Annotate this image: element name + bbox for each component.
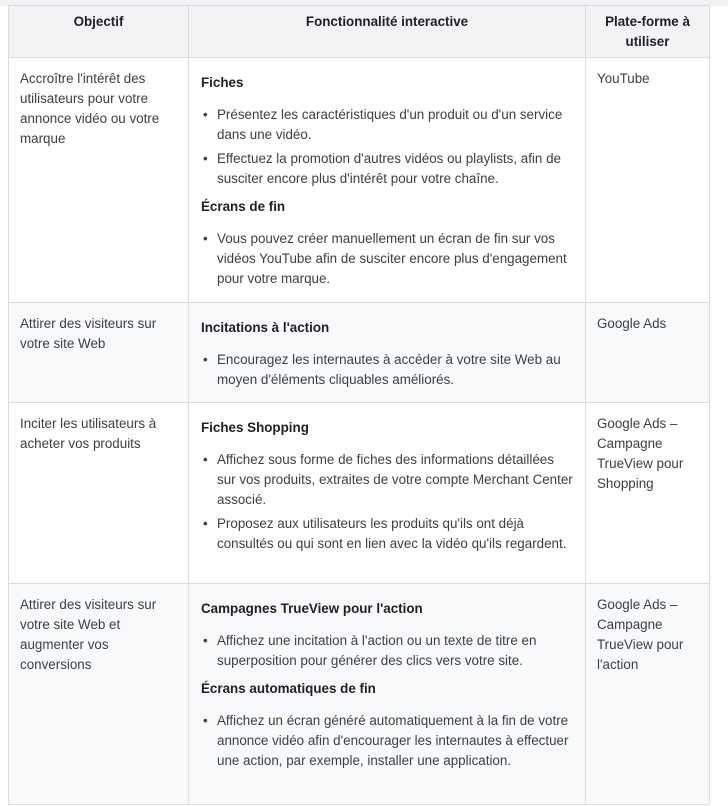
bullet-list <box>201 105 573 189</box>
objective-cell: Attirer des visiteurs sur votre site Web et augmenter vos conversions <box>9 584 189 805</box>
list-item-text: Affichez une incitation à l'action ou un texte de titre en superposition pour générer des clics vers votre site. <box>217 633 537 668</box>
list-item <box>201 149 573 189</box>
section-title: Campagnes TrueView pour l'action <box>201 601 423 616</box>
feature-section <box>201 73 573 189</box>
header-objective: Objectif <box>9 6 189 58</box>
table-row <box>9 584 710 805</box>
list-item-text: Effectuez la promotion d'autres vidéos ou playlists, afin de susciter encore plus d'intérêt pour votre chaîne. <box>217 151 561 186</box>
table-row <box>9 403 710 584</box>
section-title: Écrans de fin <box>201 199 286 214</box>
feature-section <box>201 197 573 289</box>
header-feature: Fonctionnalité interactive <box>189 6 586 58</box>
platform-cell: Google Ads <box>586 303 710 403</box>
section-title: Fiches Shopping <box>201 420 309 435</box>
objective-cell: Inciter les utilisateurs à acheter vos produits <box>9 403 189 584</box>
table-row <box>9 303 710 403</box>
platform-cell: Google Ads – Campagne TrueView pour l'action <box>586 584 710 805</box>
section-title: Écrans automatiques de fin <box>201 681 376 696</box>
features-table <box>8 5 710 805</box>
platform-cell: YouTube <box>586 58 710 303</box>
list-item <box>201 350 573 390</box>
bullet-icon: • <box>203 713 208 728</box>
platform-cell: Google Ads – Campagne TrueView pour Shopping <box>586 403 710 584</box>
bullet-icon: • <box>203 231 208 246</box>
feature-cell <box>189 584 586 805</box>
feature-section <box>201 599 573 671</box>
list-item <box>201 229 573 289</box>
bullet-icon: • <box>203 452 208 467</box>
list-item-text: Proposez aux utilisateurs les produits qu'ils ont déjà consultés ou qui sont en lien avec la vidéo qu'ils regardent. <box>217 516 567 551</box>
list-item <box>201 450 573 510</box>
list-item-text: Vous pouvez créer manuellement un écran de fin sur vos vidéos YouTube afin de susciter encore plus d'engagement pour votre marque. <box>217 231 567 286</box>
bullet-icon: • <box>203 107 208 122</box>
feature-cell <box>189 58 586 303</box>
list-item <box>201 711 573 771</box>
bullet-list <box>201 631 573 671</box>
list-item-text: Encouragez les internautes à accéder à votre site Web au moyen d'éléments cliquables améliorés. <box>217 352 561 387</box>
table-header-row <box>9 6 710 58</box>
feature-section <box>201 318 573 390</box>
bullet-icon: • <box>203 151 208 166</box>
table-row <box>9 58 710 303</box>
bullet-list <box>201 229 573 289</box>
objective-cell: Attirer des visiteurs sur votre site Web <box>9 303 189 403</box>
objective-cell: Accroître l'intérêt des utilisateurs pour votre annonce vidéo ou votre marque <box>9 58 189 303</box>
list-item <box>201 631 573 671</box>
list-item-text: Affichez sous forme de fiches des informations détaillées sur vos produits, extraites de votre compte Merchant Center associé. <box>217 452 573 507</box>
list-item <box>201 105 573 145</box>
feature-section <box>201 418 573 554</box>
bullet-icon: • <box>203 516 208 531</box>
feature-cell <box>189 403 586 584</box>
list-item-text: Présentez les caractéristiques d'un produit ou d'un service dans une vidéo. <box>217 107 563 142</box>
bullet-icon: • <box>203 352 208 367</box>
feature-section <box>201 679 573 771</box>
list-item <box>201 514 573 554</box>
header-platform: Plate-forme à utiliser <box>586 6 710 58</box>
list-item-text: Affichez un écran généré automatiquement à la fin de votre annonce vidéo afin d'encourager les internautes à effectuer une action, par exemple, installer une application. <box>217 713 569 768</box>
section-title: Fiches <box>201 75 244 90</box>
bullet-list <box>201 450 573 554</box>
bullet-list <box>201 350 573 390</box>
section-title: Incitations à l'action <box>201 320 330 335</box>
feature-cell <box>189 303 586 403</box>
bullet-list <box>201 711 573 771</box>
bullet-icon: • <box>203 633 208 648</box>
